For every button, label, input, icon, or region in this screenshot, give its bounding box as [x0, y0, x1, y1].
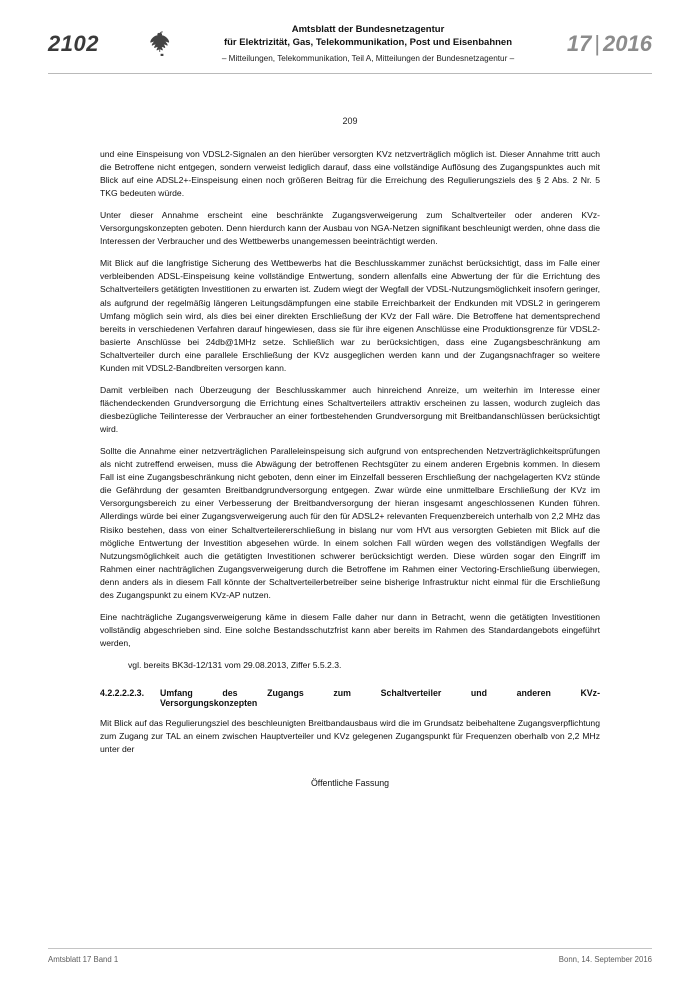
footer-left-text: Amtsblatt 17 Band 1: [48, 955, 119, 964]
folio-number: 209: [342, 115, 358, 126]
header-issue-number: 17: [566, 31, 592, 57]
body-paragraph: und eine Einspeisung von VDSL2-Signalen an den hierüber versorgten KVz netzverträglich möglich ist. Dieser Annahme tritt auch die Betroffene nicht entgegen, sondern verweist lediglich darauf, dass eine vollständige Auflösung des Zugangspunktes auch mit Blick auf eine ADSL2+-Einspeisung einen noch größeren Beitrag für die Erreichung des Regulierungsziels des § 2 Abs. 2 Nr. 5 TKG bedeuten würde.: [100, 148, 600, 199]
header-title-line1: Amtsblatt der Bundesnetzagentur: [291, 24, 445, 35]
public-version-note: Öffentliche Fassung: [310, 778, 390, 789]
section-heading-title-line1: Umfang des Zugangs zum Schaltverteiler und anderen KVz-: [160, 688, 600, 698]
body-paragraph: Damit verbleiben nach Überzeugung der Beschlusskammer auch hinreichend Anreize, um weiterhin im Interesse einer flächendeckenden Grundversorgung die Errichtung eines Schaltverteilers attraktiv erscheinen zu lassen, wodurch zugleich das diesbezügliche Teilinteresse der Verbraucher an einer fortbestehenden Grundversorgung mit Breitbandanschlüssen berücksichtigt wird.: [100, 384, 600, 435]
header-divider: [48, 73, 652, 74]
header-title-line2: für Elektrizität, Gas, Telekommunikation, Post und Eisenbahnen: [223, 36, 513, 48]
body-paragraph: Unter dieser Annahme erscheint eine beschränkte Zugangsverweigerung zum Schaltverteiler oder anderen KVz-Versorgungskonzepten geboten. Denn hierdurch kann der Ausbau von NGA-Netzen signifikant beschleunigt werden, ohne dass die Interessen der Verbraucher und des Wettbewerbs unangemessen beeinträchtigt werden.: [100, 210, 600, 247]
section-heading-title-line2: Versorgungskonzepten: [160, 698, 258, 708]
federal-eagle-icon: [140, 26, 184, 62]
footer-divider: [48, 948, 652, 949]
header-page-number: 2102: [48, 31, 99, 57]
header-issue-block: [552, 31, 652, 57]
body-paragraph: Eine nachträgliche Zugangsverweigerung käme in diesem Falle daher nur dann in Betracht, wenn die getätigten Investitionen vollständig abgeschrieben sind. Eine solche Bestandsschutzfrist kann aber bereits im Rahmen des Standardangebots eingeführt werden,: [100, 611, 600, 649]
page-header: [0, 0, 700, 65]
body-paragraph: Mit Blick auf die langfristige Sicherung des Wettbewerbs hat die Beschlusskammer zunächst berücksichtigt, dass im Falle einer verbleibenden ADSL-Einspeisung keine vollständige Entwertung, sondern allenfalls eine Abwertung der für die Errichtung des Schaltverteilers getätigten Investitionen zu erwarten ist. Zudem wiegt der Wegfall der VDSL-Nutzungsmöglichkeit insofern geringer, als aufgrund der regelmäßig längeren Leitungsdämpfungen eine stabile Erreichbarkeit der Endkunden mit VDSL2 in geringerem Umfang möglich sein wird, als dies bei einer direkten Erschließung der KVz der Fall wäre. Die Betroffene hat dementsprechend bereits in verschiedenen Verfahren darauf hingewiesen, dass sie für ihre eigenen Anschlüsse eine Produktionsgrenze für VDSL2-basierte Anschlüsse bei 24db@1MHz setze. Schließlich war zu berücksichtigen, dass eine Zugangsbeschränkung am Schaltverteiler durch eine parallele Erschließung der KVz ausgeglichen werden kann und der Zugangsnachfrager so weitere Kunden mit VDSL2-Bandbreiten versorgen kann.: [100, 258, 600, 373]
header-issue-year: 2016: [603, 31, 652, 57]
header-title-block: [184, 24, 552, 65]
section-heading: [100, 688, 600, 708]
citation-reference: vgl. bereits BK3d-12/131 vom 29.08.2013, Ziffer 5.5.2.3.: [128, 660, 342, 671]
header-subtitle: – Mitteilungen, Telekommunikation, Teil A, Mitteilungen der Bundesnetzagentur –: [221, 53, 515, 63]
header-issue-separator: |: [594, 31, 601, 57]
section-heading-title: [160, 688, 600, 708]
page-footer: [48, 948, 652, 964]
footer-right-text: Bonn, 14. September 2016: [558, 955, 652, 964]
section-heading-number: 4.2.2.2.2.3.: [100, 688, 145, 698]
closing-paragraph: Mit Blick auf das Regulierungsziel des beschleunigten Breitbandausbaus wird die im Grundsatz beibehaltene Zugangsverpflichtung zum Zugang zur TAL an einem zwischen Hauptverteiler und KVz gelegenen Zugangspunkt für Frequenzen oberhalb von 2,2 MHz unter der: [100, 718, 600, 755]
body-paragraph: Sollte die Annahme einer netzverträglichen Paralleleinspeisung sich aufgrund von entsprechenden Netzverträglichkeitsprüfungen als nicht zutreffend erweisen, muss die Abwägung der betroffenen Rechtsgüter zu einem anderen Ergebnis kommen. In diesem Fall ist eine Zugangsbeschränkung nicht geboten, denn einer im Einzelfall besseren Erschließung der nachgelagerten KVz stünde die Gefährdung der gesamten Breitbandgrundversorgung entgegen. Zwar würde eine unmittelbare Erschließung der KVz im Versorgungsbereich zu einer Verbesserung der Breitbandversorgung der hieran insgesamt angeschlossenen Kunden führen. Allerdings würde bei einer Zugangsverweigerung auch für den für ADSL2+ relevanten Frequenzbereich unterhalb von 2,2 MHz das Risiko bestehen, dass von einer Schaltverteilererschließung in bislang nur vom HVt aus versorgten Gebieten mit Blick auf die mögliche Entwertung der Investition abgesehen würde. In einem solchen Fall würden wegen des vollständigen Wegfalls der Nutzungsmöglichkeit auch die getätigten Investitionen schwerer berücksichtigt werden. Diese würden sogar den Eingriff im Rahmen einer nachträglichen Zugangsverweigerung durch die Betroffene im Rahmen einer Vectoring-Erschließung überwiegen, denn anders als in diesem Fall könnte der Schaltverteilerbetreiber seine bisherige Infrastruktur nicht einmal für die Erschließung des Zugangspunkt zu einem KVz-AP nutzen.: [100, 446, 600, 600]
document-body: [0, 148, 700, 788]
